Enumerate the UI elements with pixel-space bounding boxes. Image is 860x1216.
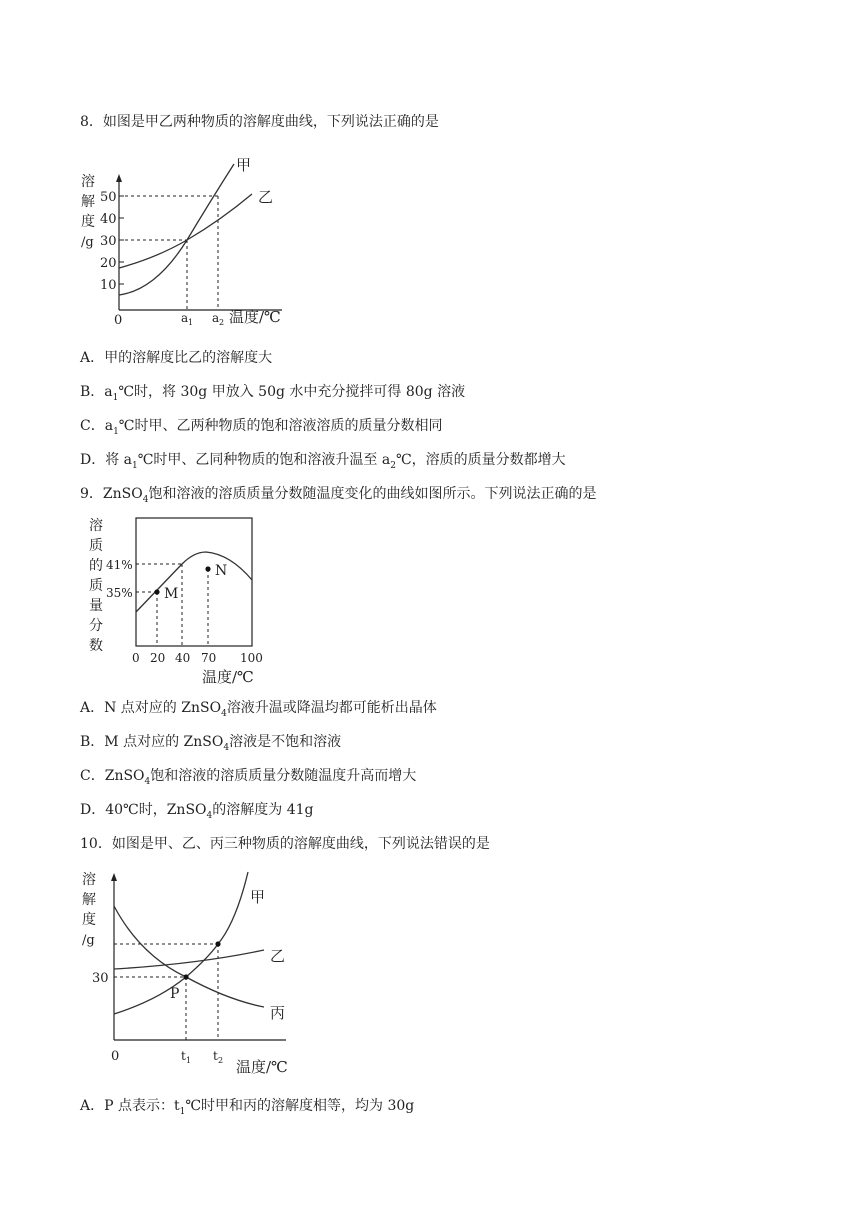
q10-label-yi: 乙 xyxy=(270,947,286,965)
q9-mass-fraction-figure xyxy=(84,512,274,688)
q8-ytick-40: 40 xyxy=(100,212,117,227)
q10-ylabel-3: 度 xyxy=(82,912,96,928)
q9-ylabel-3: 的 xyxy=(89,558,103,574)
q8-option-c[interactable]: C．$a_1℃$时甲、乙两种物质的饱和溶液溶质的质量分数相同 xyxy=(80,418,443,437)
q10-ylabel-4: /g xyxy=(82,933,95,948)
q10-point-t2 xyxy=(215,941,220,946)
q9-ytick-35: 35% xyxy=(106,586,133,600)
q9-option-d[interactable]: D．40℃时，ZnSO$_4$的溶解度为 41g xyxy=(80,802,314,821)
q10-xtick-t2-sub: 2 xyxy=(218,1056,224,1065)
q9-xtick-40: 40 xyxy=(175,651,191,665)
q9-point-n xyxy=(205,566,210,571)
q9-ytick-41: 41% xyxy=(106,558,133,572)
q9-xtick-100: 100 xyxy=(240,651,263,665)
q8-solubility-figure xyxy=(76,150,296,330)
q8-xtick-origin: 0 xyxy=(114,313,123,328)
q9-xtick-0: 0 xyxy=(132,651,140,665)
q8-ytick-20: 20 xyxy=(100,256,117,271)
q8-option-b[interactable]: B．$a_1℃$时，将 30g 甲放入 50g 水中充分搅拌可得 80g 溶液 xyxy=(80,384,466,403)
q8-xtick-a2-sub: 2 xyxy=(219,318,225,327)
q9-option-a[interactable]: A．N 点对应的 ZnSO$_4$溶液升温或降温均都可能析出晶体 xyxy=(80,700,437,719)
q8-stem: 8．如图是甲乙两种物质的溶解度曲线，下列说法正确的是 xyxy=(80,114,439,130)
q9-curve xyxy=(136,552,252,612)
q8-ylabel-3: 度 xyxy=(81,214,95,230)
q10-xlabel: 温度/℃ xyxy=(236,1058,288,1076)
q9-stem: 9．ZnSO$_4$饱和溶液的溶质质量分数随温度变化的曲线如图所示。下列说法正确的是 xyxy=(80,486,597,505)
q10-stem: 10．如图是甲、乙、丙三种物质的溶解度曲线，下列说法错误的是 xyxy=(80,836,490,852)
q10-ylabel-1: 溶 xyxy=(82,872,96,888)
q8-xlabel: 温度/℃ xyxy=(229,308,281,326)
q9-xtick-20: 20 xyxy=(150,651,166,665)
q10-xtick-origin: 0 xyxy=(111,1049,120,1064)
q10-xtick-t2: t xyxy=(213,1049,218,1063)
q8-option-a[interactable]: A．甲的溶解度比乙的溶解度大 xyxy=(80,350,273,366)
q10-curve-jia xyxy=(114,872,248,1014)
q8-ylabel-1: 溶 xyxy=(81,174,95,190)
q9-ylabel-7: 数 xyxy=(89,638,103,654)
q10-point-p xyxy=(183,974,188,979)
q9-option-c[interactable]: C．ZnSO$_4$饱和溶液的溶质质量分数随温度升高而增大 xyxy=(80,768,417,787)
q10-xtick-t1: t xyxy=(181,1049,186,1063)
q8-xtick-a1: a xyxy=(181,311,189,325)
q10-label-jia: 甲 xyxy=(250,888,266,906)
q8-ylabel-2: 解 xyxy=(81,194,95,210)
q8-option-d[interactable]: D．将 $a_1℃$时甲、乙同种物质的饱和溶液升温至 $a_2℃$，溶质的质量分数都增大 xyxy=(80,452,566,471)
q8-label-yi: 乙 xyxy=(258,188,274,206)
q10-curve-yi xyxy=(114,950,264,969)
q8-xtick-a2: a xyxy=(212,311,220,325)
q8-curve-yi xyxy=(119,194,252,268)
q8-ytick-10: 10 xyxy=(100,278,117,293)
q9-label-n: N xyxy=(215,563,228,579)
q9-xtick-70: 70 xyxy=(201,651,217,665)
q9-ylabel-6: 分 xyxy=(89,618,103,634)
q10-ylabel-2: 解 xyxy=(82,892,96,908)
q9-ylabel-5: 量 xyxy=(89,598,103,614)
q8-curve-jia xyxy=(119,164,234,295)
q10-option-a[interactable]: A．P 点表示：$t_1℃$时甲和丙的溶解度相等，均为 30g xyxy=(80,1098,415,1117)
q10-xtick-t1-sub: 1 xyxy=(186,1056,192,1065)
q10-label-p: P xyxy=(170,986,180,1002)
q9-ylabel-1: 溶 xyxy=(89,518,103,534)
q8-ytick-50: 50 xyxy=(100,190,117,205)
q9-option-b[interactable]: B．M 点对应的 ZnSO$_4$溶液是不饱和溶液 xyxy=(80,734,342,753)
q10-ytick-30: 30 xyxy=(92,971,109,986)
q8-label-jia: 甲 xyxy=(236,156,252,174)
q9-point-m xyxy=(154,589,159,594)
q9-label-m: M xyxy=(164,586,179,602)
q10-solubility-figure xyxy=(78,860,308,1080)
q9-xlabel: 温度/℃ xyxy=(202,668,254,686)
q8-ylabel-4: /g xyxy=(81,235,94,250)
q8-ytick-30: 30 xyxy=(100,234,117,249)
q10-label-bing: 丙 xyxy=(270,1004,286,1022)
q9-ylabel-4: 质 xyxy=(89,578,103,594)
q10-curve-bing xyxy=(114,906,264,1007)
q8-xtick-a1-sub: 1 xyxy=(188,318,194,327)
q9-ylabel-2: 质 xyxy=(89,538,103,554)
